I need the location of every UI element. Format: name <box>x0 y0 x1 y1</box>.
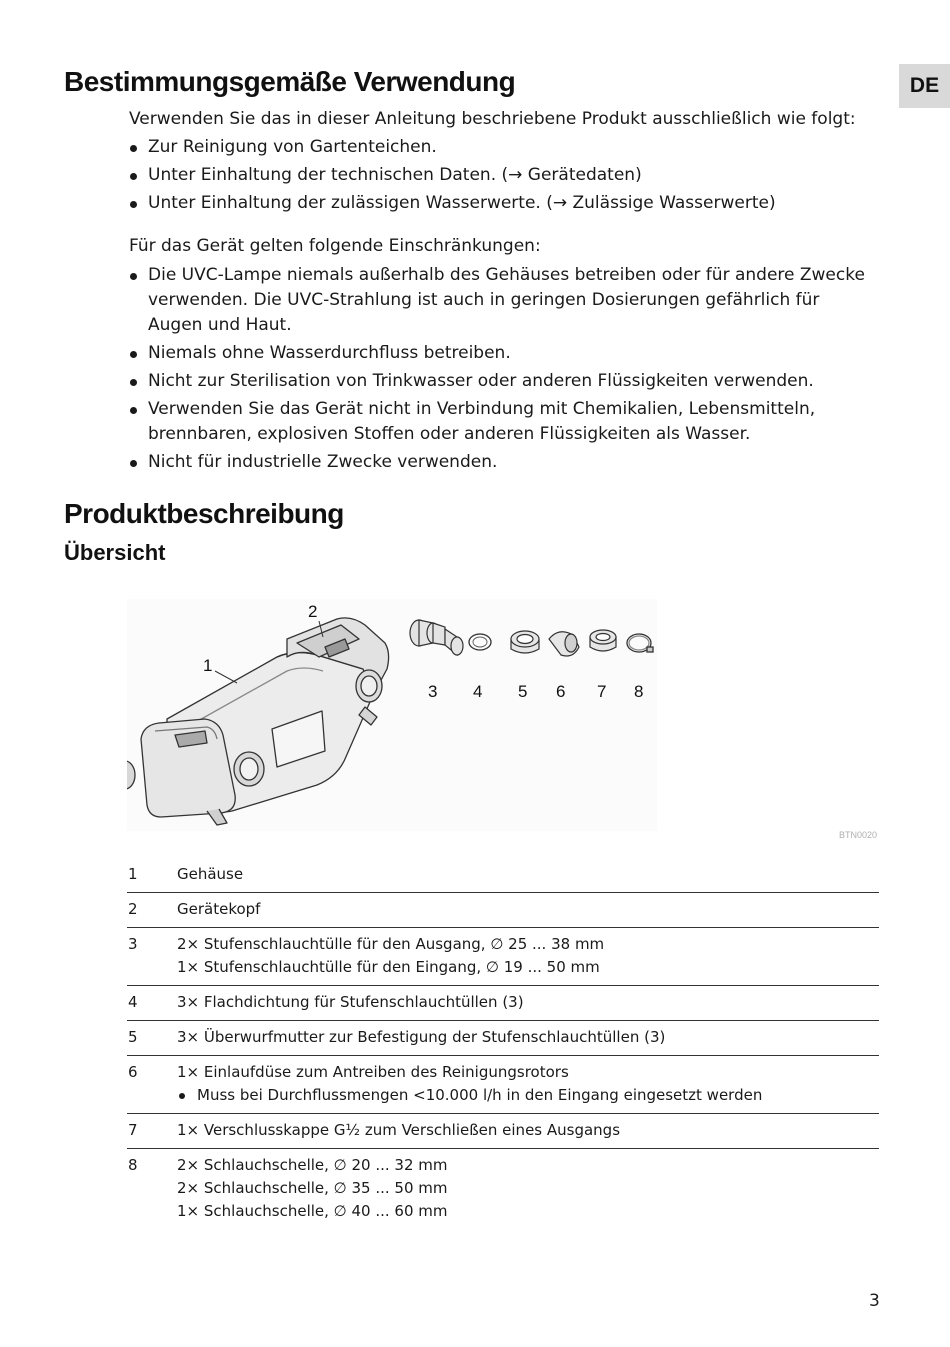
list-item: Die UVC-Lampe niemals außerhalb des Gehäuses betreiben oder für andere Zwecke verwenden. Die UVC-Strahlung ist auch in geringen Dosierungen gefährlich für Augen und Haut. <box>129 263 877 338</box>
legend-description: 2× Schlauchschelle, ∅ 20 ... 32 mm 2× Schlauchschelle, ∅ 35 ... 50 mm 1× Schlauchschelle, ∅ 40 ... 60 mm <box>177 1156 448 1220</box>
legend-description: 1× Verschlusskappe G½ zum Verschließen eines Ausgangs <box>177 1121 621 1139</box>
legend-number: 5 <box>128 1028 138 1046</box>
callout-label: 6 <box>556 682 566 701</box>
page-number: 3 <box>869 1291 880 1311</box>
callout-label: 5 <box>518 682 528 701</box>
language-tab: DE <box>899 64 950 108</box>
list-item: Niemals ohne Wasserdurchfluss betreiben. <box>129 341 877 366</box>
list-item: Unter Einhaltung der technischen Daten. (→ Gerätedaten) <box>129 163 889 188</box>
legend-description: Gerätekopf <box>177 900 261 918</box>
legend-number: 8 <box>128 1156 138 1174</box>
section-subtitle-overview: Übersicht <box>64 540 166 565</box>
legend-description: 2× Stufenschlauchtülle für den Ausgang, ∅ 25 ... 38 mm 1× Stufenschlauchtülle für den Eingang, ∅ 19 ... 50 mm <box>177 935 605 976</box>
list-item: Unter Einhaltung der zulässigen Wasserwerte. (→ Zulässige Wasserwerte) <box>129 191 889 216</box>
section-title-product-description: Produktbeschreibung <box>64 498 344 529</box>
legend-number: 2 <box>128 900 138 918</box>
table-row <box>127 1149 879 1230</box>
callout-label: 8 <box>634 682 644 701</box>
legend-description: Gehäuse <box>177 865 244 883</box>
callout-label: 2 <box>308 602 318 621</box>
callout-label: 7 <box>597 682 607 701</box>
legend-description: 1× Einlaufdüse zum Antreiben des Reinigungsrotors Muss bei Durchflussmengen <10.000 l/h in den Eingang eingesetzt werden <box>177 1056 879 1114</box>
table-row <box>127 1021 879 1056</box>
callout-label: 3 <box>428 682 438 701</box>
list-item: Verwenden Sie das Gerät nicht in Verbindung mit Chemikalien, Lebensmitteln, brennbaren, explosiven Stoffen oder anderen Flüssigkeiten als Wasser. <box>129 397 877 447</box>
table-row <box>127 893 879 928</box>
restrictions-intro: Für das Gerät gelten folgende Einschränkungen: <box>129 236 541 256</box>
callout-label: 1 <box>203 656 213 675</box>
legend-table <box>127 858 879 1229</box>
legend-number: 1 <box>128 865 138 883</box>
legend-description: 3× Flachdichtung für Stufenschlauchtüllen (3) <box>177 993 524 1011</box>
legend-sub-bullet: Muss bei Durchflussmengen <10.000 l/h in den Eingang eingesetzt werden <box>177 1084 879 1107</box>
section-title-intended-use: Bestimmungsgemäße Verwendung <box>64 66 516 97</box>
table-row <box>127 1114 879 1149</box>
intended-use-list <box>129 135 889 219</box>
list-item: Nicht zur Sterilisation von Trinkwasser oder anderen Flüssigkeiten verwenden. <box>129 369 877 394</box>
figure-code: BTN0020 <box>839 830 878 840</box>
table-row <box>127 1056 879 1114</box>
table-row <box>127 858 879 893</box>
intended-use-intro: Verwenden Sie das in dieser Anleitung beschriebene Produkt ausschließlich wie folgt: <box>129 109 856 129</box>
restrictions-list <box>129 263 877 478</box>
legend-number: 3 <box>128 935 138 953</box>
product-overview-figure <box>127 599 657 831</box>
list-item: Zur Reinigung von Gartenteichen. <box>129 135 889 160</box>
legend-number: 7 <box>128 1121 138 1139</box>
callout-label: 4 <box>473 682 483 701</box>
legend-number: 4 <box>128 993 138 1011</box>
table-row <box>127 986 879 1021</box>
legend-description: 3× Überwurfmutter zur Befestigung der Stufenschlauchtüllen (3) <box>177 1028 666 1046</box>
list-item: Nicht für industrielle Zwecke verwenden. <box>129 450 877 475</box>
legend-number: 6 <box>128 1063 138 1081</box>
table-row <box>127 928 879 986</box>
